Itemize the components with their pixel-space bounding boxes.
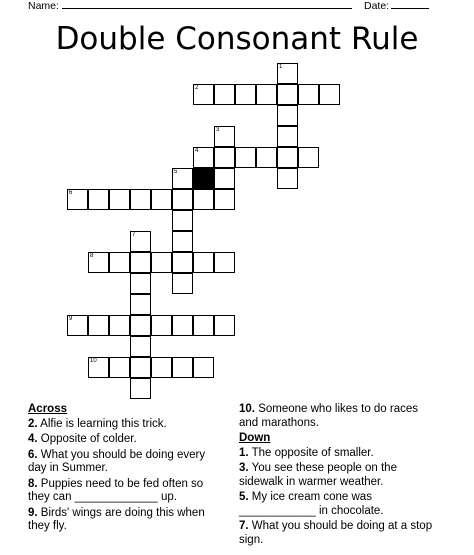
clue-down-1: 1. The opposite of smaller. xyxy=(239,446,374,459)
grid-cell[interactable] xyxy=(151,315,172,336)
grid-cell[interactable] xyxy=(151,357,172,378)
cell-number: 9 xyxy=(69,316,73,322)
grid-cell[interactable] xyxy=(88,252,109,273)
clue-across-4: 4. Opposite of colder. xyxy=(28,433,137,445)
date-label: Date: xyxy=(364,0,390,12)
cell-number: 7 xyxy=(132,232,136,238)
grid-cell[interactable] xyxy=(193,357,214,378)
cell-number: 3 xyxy=(216,127,220,133)
name-label: Name: xyxy=(28,0,59,12)
clue-down-5: 5. My ice cream cone was ____________ in chocolate. xyxy=(239,491,384,517)
cell-number: 8 xyxy=(90,253,94,259)
grid-cell[interactable] xyxy=(214,168,235,189)
grid-cell[interactable] xyxy=(172,189,193,210)
grid-cell[interactable] xyxy=(67,315,88,336)
across-clues xyxy=(28,403,224,536)
grid-cell[interactable] xyxy=(130,378,151,399)
grid-cell[interactable] xyxy=(214,126,235,147)
grid-cell[interactable] xyxy=(151,252,172,273)
grid-cell[interactable] xyxy=(172,357,193,378)
cell-number: 5 xyxy=(174,169,178,175)
grid-cell[interactable] xyxy=(151,189,172,210)
grid-cell[interactable] xyxy=(88,315,109,336)
clue-across-9: 9. Birds' wings are doing this when they fly. xyxy=(28,506,205,532)
grid-cell[interactable] xyxy=(214,315,235,336)
grid-cell[interactable] xyxy=(277,63,298,84)
grid-cell[interactable] xyxy=(130,357,151,378)
grid-cell[interactable] xyxy=(193,252,214,273)
clue-down-7: 7. What you should be doing at a stop sign. xyxy=(239,520,433,546)
grid-cell[interactable] xyxy=(109,252,130,273)
grid-cell[interactable] xyxy=(109,189,130,210)
grid-cell[interactable] xyxy=(256,84,277,105)
grid-cell[interactable] xyxy=(214,147,235,168)
grid-cell[interactable] xyxy=(130,252,151,273)
grid-cell[interactable] xyxy=(67,189,88,210)
grid-cell[interactable] xyxy=(109,315,130,336)
grid-cell[interactable] xyxy=(193,189,214,210)
grid-cell[interactable] xyxy=(214,252,235,273)
page-title: Double Consonant Rule xyxy=(55,21,419,57)
grid-cell[interactable] xyxy=(130,294,151,315)
grid-cell[interactable] xyxy=(277,147,298,168)
grid-cell[interactable] xyxy=(172,168,193,189)
grid-cell[interactable] xyxy=(319,84,340,105)
grid-cell[interactable] xyxy=(130,315,151,336)
down-clues xyxy=(239,403,439,549)
grid-cell[interactable] xyxy=(277,126,298,147)
cell-number: 1 xyxy=(279,64,283,70)
grid-cell[interactable] xyxy=(88,189,109,210)
cell-number: 10 xyxy=(90,358,97,364)
grid-cell[interactable] xyxy=(172,231,193,252)
grid-cell[interactable] xyxy=(130,231,151,252)
name-field[interactable] xyxy=(62,8,352,9)
grid-cell[interactable] xyxy=(193,84,214,105)
grid-cell[interactable] xyxy=(88,357,109,378)
grid-cell[interactable] xyxy=(172,252,193,273)
grid-cell[interactable] xyxy=(130,189,151,210)
grid-cell[interactable] xyxy=(214,84,235,105)
grid-cell[interactable] xyxy=(277,168,298,189)
grid-cell[interactable] xyxy=(298,84,319,105)
grid-cell[interactable] xyxy=(277,105,298,126)
grid-cell[interactable] xyxy=(193,315,214,336)
grid-cell[interactable] xyxy=(214,189,235,210)
grid-cell[interactable] xyxy=(235,147,256,168)
cell-number: 2 xyxy=(195,85,199,91)
clue-across-2: 2. Alfie is learning this trick. xyxy=(28,417,167,430)
grid-black-cell xyxy=(193,168,214,189)
clue-across-10: 10. Someone who likes to do races and marathons. xyxy=(239,403,419,429)
grid-cell[interactable] xyxy=(130,273,151,294)
grid-cell[interactable] xyxy=(277,84,298,105)
grid-cell[interactable] xyxy=(130,336,151,357)
across-heading: Across xyxy=(28,403,67,415)
cell-number: 4 xyxy=(195,148,199,154)
grid-cell[interactable] xyxy=(172,315,193,336)
down-heading: Down xyxy=(239,432,271,444)
date-field[interactable] xyxy=(391,8,429,9)
grid-cell[interactable] xyxy=(172,210,193,231)
clue-across-6: 6. What you should be doing every day in Summer. xyxy=(28,448,206,474)
grid-cell[interactable] xyxy=(193,147,214,168)
grid-cell[interactable] xyxy=(298,147,319,168)
cell-number: 6 xyxy=(69,190,73,196)
grid-cell[interactable] xyxy=(256,147,277,168)
clue-down-3: 3. You see these people on the sidewalk in warmer weather. xyxy=(239,462,397,488)
grid-cell[interactable] xyxy=(109,357,130,378)
grid-cell[interactable] xyxy=(172,273,193,294)
grid-cell[interactable] xyxy=(235,84,256,105)
clue-across-8: 8. Puppies need to be fed often so they can _____________ up. xyxy=(28,477,204,503)
